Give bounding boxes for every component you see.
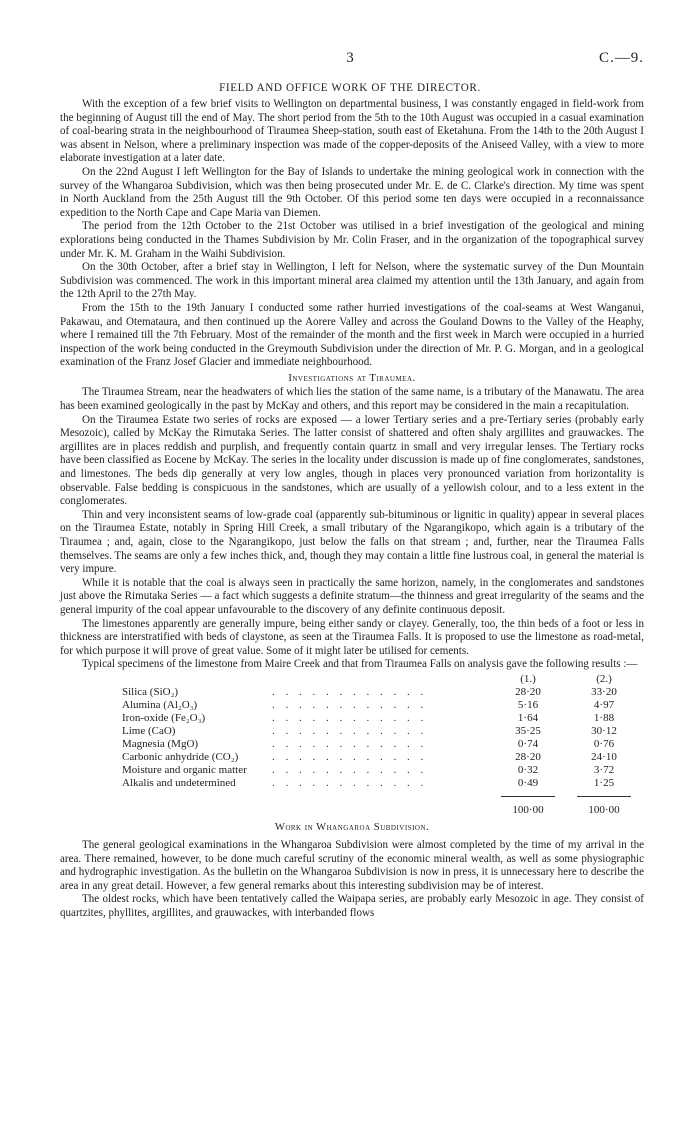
paragraph: Typical specimens of the limestone from Maire Creek and that from Tiraumea Falls on analysis gave the following results :— bbox=[82, 658, 638, 671]
row-label: Alumina (Al₂O₃) bbox=[122, 698, 198, 711]
value-2: 24·10 bbox=[591, 750, 617, 763]
row-label: Alkalis and undetermined bbox=[122, 776, 236, 789]
value-2: 30·12 bbox=[591, 724, 617, 737]
leader-dots: . . . . . . . . . . . . bbox=[272, 737, 428, 750]
table-row bbox=[60, 699, 644, 712]
row-label: Iron-oxide (Fe₂O₃) bbox=[122, 711, 206, 724]
table-total-row bbox=[60, 804, 644, 817]
paragraph: Thin and very inconsistent seams of low-grade coal (apparently sub-bituminous or lignitic in quality) appear in several places on the Tiraumea Estate, notably in Spring Hill Creek, a small tributary of the Ngarangikopo, which again is a tributary of the Tiraumea ; and, again, close to the Ngarangikopo, just below the falls on that stream ; and, further, near the Tiraumea Falls themselves. The seams are only a few inches thick, and, though they may contain a little fine lustrous coal, in general the material is very impure. bbox=[60, 508, 644, 576]
document-body bbox=[60, 98, 644, 921]
leader-dots: . . . . . . . . . . . . bbox=[272, 776, 428, 789]
table-row bbox=[60, 764, 644, 777]
value-2: 3·72 bbox=[593, 763, 615, 776]
section-heading-whangaroa: Work in Whangaroa Subdivision. bbox=[274, 821, 430, 833]
leader-dots: . . . . . . . . . . . . bbox=[272, 724, 428, 737]
paragraph: From the 15th to the 19th January I conducted some rather hurried investigations of the coal-seams at West Wanganui, Pakawau, and Otemataura, and then continued up the Aorere Valley and across the Gouland Downs to the Valley of the Heaphy, where I remained till the 7th February. Most of the remainder of the month and the first week in March were occupied in a hurried inspection of the work being conducted in the Greymouth Subdivision under the direction of Mr. P. G. Morgan, and in a geological examination of the Franz Josef Glacier and immediate neighbourhood. bbox=[60, 301, 644, 369]
table-row bbox=[60, 777, 644, 790]
row-label: Silica (SiO₂) bbox=[122, 685, 179, 698]
analysis-table bbox=[60, 673, 644, 839]
value-1: 5·16 bbox=[517, 698, 539, 711]
paragraph: While it is notable that the coal is always seen in practically the same horizon, namely, in the conglomerates and sandstones just above the Rimutaka Series — a fact which suggests a definite stratum—the thinness and great irregularity of the seams and the general impurity of the coal appear unfavourable to the discovery of any definite continuous deposit. bbox=[60, 576, 644, 616]
page-title: FIELD AND OFFICE WORK OF THE DIRECTOR. bbox=[219, 82, 481, 94]
section-heading-tiraumea: Investigations at Tiraumea. bbox=[288, 372, 416, 384]
paragraph: With the exception of a few brief visits to Wellington on departmental business, I was constantly engaged in field-work from the beginning of August till the end of May. The short period from the 5th to the 10th August was occupied in a casual examination of coal-bearing strata in the neighbourhood of Tiraumea Sheep-station, south east of Eketahuna. From the 14th to the 20th August I was absent in Nelson, where a preliminary inspection was made of the copper-deposits of the Aniseed Valley, with a view to more elaborate investigation at a later date. bbox=[60, 98, 644, 165]
value-1: 1·64 bbox=[517, 711, 539, 724]
value-1: 28·20 bbox=[515, 685, 541, 698]
row-label: Moisture and organic matter bbox=[122, 763, 247, 776]
value-1: 0·74 bbox=[517, 737, 539, 750]
page-number: 3 bbox=[346, 50, 354, 66]
leader-dots: . . . . . . . . . . . . bbox=[272, 711, 428, 724]
leader-dots: . . . . . . . . . . . . bbox=[272, 685, 428, 698]
paragraph: The Tiraumea Stream, near the headwaters of which lies the station of the same name, is a tributary of the Manawatu. The area has been examined geologically in the past by McKay and others, and this report may be considered in the main a recapitulation. bbox=[60, 386, 644, 413]
leader-dots: . . . . . . . . . . . . bbox=[272, 698, 428, 711]
value-1: 35·25 bbox=[515, 724, 541, 737]
value-2: 0·76 bbox=[593, 737, 615, 750]
paragraph: On the Tiraumea Estate two series of rocks are exposed — a lower Tertiary series and a pre-Tertiary series (probably early Mesozoic), called by McKay the Rimutaka Series. The latter consist of shattered and often shaly argillites and grauwackes. The argillites are in places reddish and purplish, and frequently contain quartz in small and very irregular lenses. The Tertiary rocks have been classified as Eocene by McKay. The series in the locality under discussion is made up of fine conglomerates, sandstones, and limestones. The beds dip generally at very low angles, though in places very pronounced variation from horizontality is observable. False bedding is conspicuous in the sandstones, which are usually of a yellowish colour, and to a less extent in the conglomerates. bbox=[60, 413, 644, 508]
leader-dots: . . . . . . . . . . . . bbox=[272, 750, 428, 763]
leader-dots: . . . . . . . . . . . . bbox=[272, 763, 428, 776]
value-2: 33·20 bbox=[591, 685, 617, 698]
value-1: 28·20 bbox=[515, 750, 541, 763]
row-label: Lime (CaO) bbox=[122, 724, 176, 737]
paragraph: On the 22nd August I left Wellington for the Bay of Islands to undertake the mining geological work in connection with the survey of the Whangaroa Subdivision, which was then being prosecuted under Mr. E. de C. Clarke's direction. My time was spent in North Auckland from the 25th August till the 9th October. Of this period some ten days were occupied in a reconnaissance expedition to the North Cape and Cape Maria van Diemen. bbox=[60, 165, 644, 219]
column-header-2: (2.) bbox=[596, 672, 612, 685]
paragraph: The period from the 12th October to the 21st October was utilised in a brief investigation of the geological and mining explorations being conducted in the Thames Subdivision by Mr. Colin Fraser, and in the organization of the topographical survey under Mr. K. M. Graham in the Waihi Subdivision. bbox=[60, 220, 644, 260]
total-rule-1 bbox=[501, 796, 555, 797]
table-row bbox=[60, 751, 644, 764]
paragraph: The limestones apparently are generally impure, being either sandy or clayey. Generally, too, the thin beds of a foot or less in thickness are interstratified with beds of claystone, as seen at the Tiraumea Falls. It is proposed to use the limestone as road-metal, for which purpose it will prove of great value. Some of it might later be utilised for cements. bbox=[60, 617, 644, 657]
value-1: 0·49 bbox=[517, 776, 539, 789]
paragraph: The oldest rocks, which have been tentatively called the Waipapa series, are probably early Mesozoic in age. They consist of quartzites, phyllites, argillites, and grauwackes, with interbanded flows bbox=[60, 893, 644, 919]
value-1: 0·32 bbox=[517, 763, 539, 776]
column-header-1: (1.) bbox=[520, 672, 536, 685]
row-label: Magnesia (MgO) bbox=[122, 737, 199, 750]
total-rule-2 bbox=[577, 796, 631, 797]
value-2: 1·25 bbox=[593, 776, 615, 789]
paragraph: The general geological examinations in the Whangaroa Subdivision were almost completed by the time of my arrival in the area. There remained, however, to be done much careful scrutiny of the economic mineral wealth, as well as some physiographic and hydrographic investigation. As the bulletin on the Whangaroa Subdivision is now in press, it is unnecessary here to describe the area in any great detail. However, a few general remarks about this interesting subdivision may be of interest. bbox=[60, 838, 644, 892]
total-1: 100·00 bbox=[512, 803, 544, 816]
table-row bbox=[60, 686, 644, 699]
table-row bbox=[60, 738, 644, 751]
row-label: Carbonic anhydride (CO₂) bbox=[122, 750, 239, 763]
table-header-row bbox=[60, 673, 644, 686]
paragraph: On the 30th October, after a brief stay in Wellington, I left for Nelson, where the systematic survey of the Dun Mountain Subdivision was commenced. The work in this important mineral area claimed my attention until the 13th January, and again from the 12th April to the 27th May. bbox=[60, 261, 644, 301]
sessional-reference: C.—9. bbox=[598, 50, 644, 66]
total-2: 100·00 bbox=[588, 803, 620, 816]
value-2: 1·88 bbox=[593, 711, 615, 724]
table-row bbox=[60, 725, 644, 738]
value-2: 4·97 bbox=[593, 698, 615, 711]
table-row bbox=[60, 712, 644, 725]
